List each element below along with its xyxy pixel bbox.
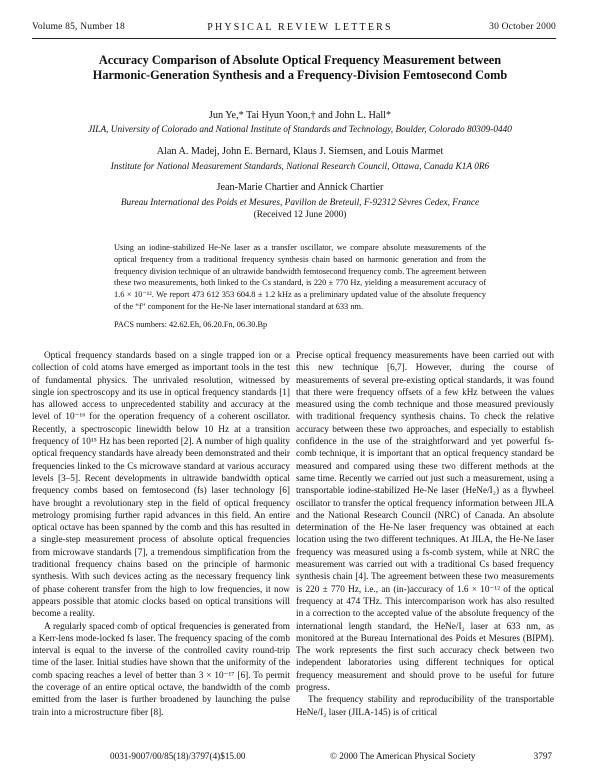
paragraph: A regularly spaced comb of optical frequencies is generated from a Kerr-lens mode-locked fs laser. The frequency spacing of the comb interval is equal to the inverse of the controlled cavity round-trip time of the laser. Initial studies have shown that the uniformity of the comb spacing reaches a level of better than 3 × 10⁻¹⁷ [6]. To permit the coverage of an entire optical octave, the bandwidth of the comb emitted from the laser is further broadened by launching the pulse train into a microstructure fiber [8]. xyxy=(32,621,290,718)
header-journal: PHYSICAL REVIEW LETTERS xyxy=(207,22,393,33)
paragraph: Precise optical frequency measurements have been carried out with this new technique [6,7]. However, during the course of measurements of several pre-existing optical standards, it was found that there were frequency offsets of a few kHz between the values measured using the comb technique and those measured previously with traditional frequency synthesis chains. To check the relative accuracy between these two approaches, and especially to establish confidence in the use of the straightforward and yet powerful fs-comb technique, it is important that an optical frequency standard be measured and compared using these two different methods at the same time. Recently we carried out just such a measurement, using a transportable iodine-stabilized He-Ne laser (HeNe/I₂) as a flywheel oscillator to transfer the optical frequency information between JILA and the National Research Council (NRC) of Canada. An absolute determination of the He-Ne laser frequency was obtained at each location using the two different techniques. At JILA, the He-Ne laser frequency was measured using a fs-comb system, while at NRC the measurement was carried out with a traditional Cs based frequency synthesis chain [4]. The agreement between these two measurements is 220 ± 770 Hz, i.e., an (in-)accuracy of 1.6 × 10⁻¹² of the optical frequency at 474 THz. This intercomparison work has also resulted in a correction to the accepted value of the absolute frequency of the international length standard, the HeNe/I₂ laser at 633 nm, as monitored at the Bureau International des Poids et Mesures (BIPM). The work represents the first such accuracy check between two independent laboratories using different techniques for optical frequency measurement and should prove to be useful for future progress. xyxy=(296,351,554,694)
paragraph: The frequency stability and reproducibility of the transportable HeNe/I₂ laser (JILA-145) is of critical xyxy=(296,695,554,718)
footer-code: 0031-9007/00/85(18)/3797(4)$15.00 xyxy=(110,751,246,761)
right-column xyxy=(296,350,554,719)
footer-page-number: 3797 xyxy=(533,751,552,761)
header-volume: Volume 85, Number 18 xyxy=(32,22,126,32)
affiliation-jila: JILA, University of Colorado and National Institute of Standards and Technology, Boulder, Colorado 80309-0440 xyxy=(88,125,512,135)
footer-copyright: © 2000 The American Physical Society xyxy=(330,751,476,761)
affiliation-bipm: Bureau International des Poids et Mesures, Pavillon de Breteuil, F-92312 Sèvres Cedex, France xyxy=(120,198,480,208)
paragraph: Optical frequency standards based on a single trapped ion or a collection of cold atoms have emerged as important tools in the test of fundamental physics. The unrivaled resolution, witnessed by single ion spectroscopy and its use in optical frequency standards [1] has allowed access to unprecedented stability and accuracy at the level of 10⁻¹⁶ for the operation frequency of a coherent oscillator. Recently, a spectroscopic linewidth below 10 Hz at a transition frequency of 10¹⁵ Hz has been reported [2]. A number of high quality optical frequency standards have already been demonstrated and their frequencies linked to the Cs microwave standard at various accuracy levels [3–5]. Recent developments in ultrawide bandwidth optical frequency combs based on femtosecond (fs) laser technology [6] have brought a revolutionary step in the field of optical frequency metrology promising further rapid advances in this field. An entire optical octave has been spanned by the comb and this has resulted in a single-step measurement process of absolute optical frequencies from microwave standards [7], a tremendous simplification from the traditional frequency chains based on the principle of harmonic synthesis. With such devices acting as the necessary frequency link of phase coherent transfer from the high to low frequencies, it now appears possible that atomic clocks based on optical transitions will become a reality. xyxy=(32,351,290,620)
pacs-numbers: PACS numbers: 42.62.Eh, 06.20.Fn, 06.30.Bp xyxy=(114,320,268,329)
article-title: Accuracy Comparison of Absolute Optical Frequency Measurement between Harmonic-Generation Synthesis and a Frequency-Division Femtosecond Comb xyxy=(92,53,508,82)
header-date: 30 October 2000 xyxy=(489,22,556,32)
author-group-jila: Jun Ye,* Tai Hyun Yoon,† and John L. Hall* xyxy=(208,110,392,121)
received-date: (Received 12 June 2000) xyxy=(253,210,347,220)
author-group-nrc: Alan A. Madej, John E. Bernard, Klaus J. Siemsen, and Louis Marmet xyxy=(156,146,444,157)
affiliation-nrc: Institute for National Measurement Standards, National Research Council, Ottawa, Canada K1A 0R6 xyxy=(110,162,490,172)
abstract: Using an iodine-stabilized He-Ne laser as a transfer oscillator, we compare absolute measurements of the optical frequency from a traditional frequency synthesis chain based on harmonic generation and from the frequency division technique of an ultrawide bandwidth femtosecond frequency comb. The agreement between these two measurements, both linked to the Cs standard, is 220 ± 770 Hz, yielding a measurement accuracy of 1.6 × 10⁻¹². We report 473 612 353 604.8 ± 1.2 kHz as a preliminary updated value of the absolute frequency of the “f” component for the He-Ne laser international standard at 633 nm. xyxy=(114,243,486,311)
author-group-bipm: Jean-Marie Chartier and Annick Chartier xyxy=(216,182,384,193)
header-rule xyxy=(32,38,556,39)
left-column xyxy=(32,350,290,719)
